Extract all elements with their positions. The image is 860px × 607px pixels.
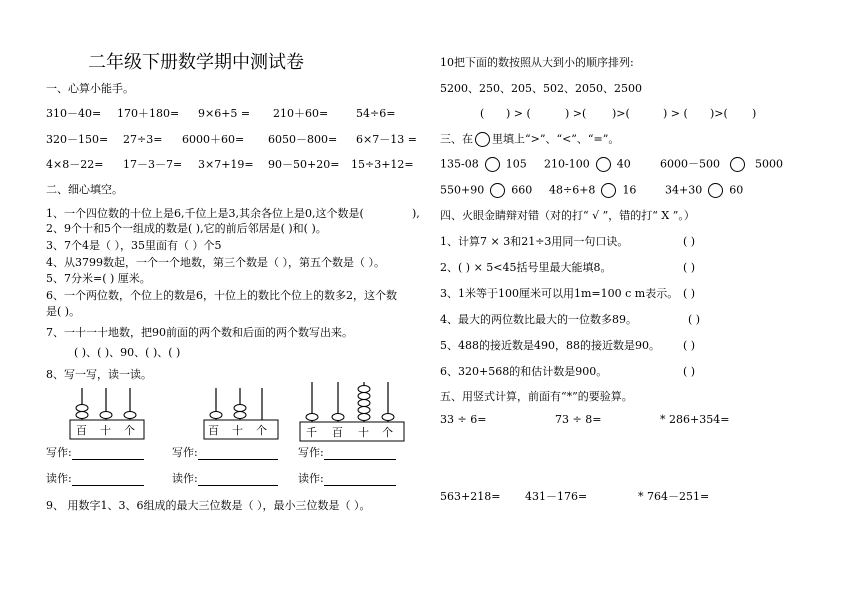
write-blank-3[interactable] xyxy=(324,447,396,460)
page-title: 二年级下册数学期中测试卷 xyxy=(88,52,304,73)
arith-item: 6×7－13 = xyxy=(356,133,417,146)
question-8: 8、写一写，读一读。 xyxy=(46,368,152,381)
question-3: 3、7个4是（ ），35里面有（ ）个5 xyxy=(46,239,222,252)
section-3-heading: 三、在 里填上“>”、“<”、“=”。 xyxy=(440,132,620,146)
order-blank: )>( xyxy=(612,107,630,120)
question-10: 10把下面的数按照从大到小的顺序排列: xyxy=(440,56,634,69)
order-blank: ) > ( xyxy=(663,107,688,120)
question-6: 6、一个两位数，个位上的数是6，十位上的数比个位上的数多2，这个数 xyxy=(46,289,397,302)
question-5: 5、7分米=( ) 厘米。 xyxy=(46,272,151,285)
svg-text:十: 十 xyxy=(232,424,243,437)
judge-item: 3、1米等于100厘米可以用1m=100 c m表示。 xyxy=(440,287,679,300)
read-blank-1[interactable] xyxy=(72,473,144,486)
judge-item: 5、488的接近数是490，88的接近数是90。 xyxy=(440,339,660,352)
arith-item: 210＋60= xyxy=(273,107,329,120)
order-blank: )>( xyxy=(710,107,728,120)
compare-circle[interactable] xyxy=(490,183,505,198)
judge-item: 4、最大的两位数比最大的一位数多89。 xyxy=(440,313,637,326)
arith-item: 310－40= xyxy=(46,107,102,120)
read-blank-2[interactable] xyxy=(198,473,278,486)
abacus-2 xyxy=(200,382,280,442)
question-7: 7、一十一十地数，把90前面的两个数和后面的两个数写出来。 xyxy=(46,326,353,339)
svg-text:个: 个 xyxy=(124,424,135,437)
judge-item: 2、( ) × 5<45括号里最大能填8。 xyxy=(440,261,612,274)
svg-text:个: 个 xyxy=(256,424,267,437)
section-1-heading: 一、心算小能手。 xyxy=(46,82,134,95)
question-7-blanks: ( )、( )、90、( )、( ) xyxy=(74,346,181,359)
read-label: 读作: xyxy=(298,472,396,486)
question-1-blank-end: ), xyxy=(412,207,420,220)
compare-circle[interactable] xyxy=(485,157,500,172)
arith-item: 9×6+5 = xyxy=(198,107,251,120)
arith-item: 320－150= xyxy=(46,133,109,146)
calc-item: 33 ÷ 6= xyxy=(440,413,487,426)
question-6-cont: 是( )。 xyxy=(46,305,81,318)
compare-item: 48÷6+8 16 xyxy=(549,183,637,197)
judge-mark[interactable]: ( ) xyxy=(688,313,701,326)
question-9: 9、 用数字1、3、6组成的最大三位数是（ ），最小三位数是（ ）。 xyxy=(46,499,371,512)
svg-text:十: 十 xyxy=(358,426,369,439)
arith-item: 170＋180= xyxy=(117,107,180,120)
read-label: 读作: xyxy=(172,472,278,486)
svg-text:百: 百 xyxy=(208,424,219,437)
compare-item: 550+90 660 xyxy=(440,183,533,197)
write-label: 写作: xyxy=(172,446,278,460)
section-2-heading: 二、细心填空。 xyxy=(46,183,123,196)
calc-item: * 286+354= xyxy=(660,413,730,426)
question-1: 1、一个四位数的十位上是6,千位上是3,其余各位上是0,这个数是( xyxy=(46,207,364,220)
arith-item: 15÷3+12= xyxy=(351,158,414,171)
section-4-heading: 四、火眼金睛辩对错（对的打“ √ ”，错的打“ X ”。） xyxy=(440,209,695,222)
svg-text:百: 百 xyxy=(332,426,343,439)
circle-blank-icon xyxy=(475,132,490,147)
question-4: 4、从3799数起，一个一个地数，第三个数是（ ），第五个数是（ ）。 xyxy=(46,256,385,269)
compare-item: 135-08 105 xyxy=(440,157,527,171)
arith-item: 4×8－22= xyxy=(46,158,104,171)
judge-item: 6、320+568的和估计数是900。 xyxy=(440,365,608,378)
svg-text:个: 个 xyxy=(382,426,393,439)
order-blank: ) >( xyxy=(565,107,587,120)
compare-circle[interactable] xyxy=(596,157,611,172)
judge-mark[interactable]: ( ) xyxy=(683,235,696,248)
calc-item: 563+218= xyxy=(440,490,501,503)
svg-text:千: 千 xyxy=(306,426,317,439)
compare-circle[interactable] xyxy=(730,157,745,172)
judge-mark[interactable]: ( ) xyxy=(683,365,696,378)
write-label: 写作: xyxy=(46,446,144,460)
compare-item: 210-100 40 xyxy=(544,157,631,171)
read-blank-3[interactable] xyxy=(324,473,396,486)
calc-item: 431－176= xyxy=(525,490,588,503)
calc-item: * 764－251= xyxy=(638,490,710,503)
write-blank-2[interactable] xyxy=(198,447,278,460)
judge-mark[interactable]: ( ) xyxy=(683,339,696,352)
compare-circle[interactable] xyxy=(601,183,616,198)
arith-item: 3×7+19= xyxy=(198,158,254,171)
judge-item: 1、计算7 × 3和21÷3用同一句口诀。 xyxy=(440,235,629,248)
svg-text:百: 百 xyxy=(76,424,87,437)
arith-item: 90－50+20= xyxy=(268,158,340,171)
number-list: 5200、250、205、502、2050、2500 xyxy=(440,82,642,95)
read-label: 读作: xyxy=(46,472,144,486)
judge-mark[interactable]: ( ) xyxy=(683,287,696,300)
judge-mark[interactable]: ( ) xyxy=(683,261,696,274)
order-blank: ( xyxy=(480,107,485,120)
order-blank: ) xyxy=(752,107,757,120)
compare-circle[interactable] xyxy=(708,183,723,198)
order-blank: ) > ( xyxy=(506,107,531,120)
compare-item: 6000－500 5000 xyxy=(660,157,783,171)
arith-item: 27÷3= xyxy=(123,133,163,146)
arith-item: 6050－800= xyxy=(268,133,338,146)
question-2: 2、9个十和5个一组成的数是( ),它的前后邻居是( )和( )。 xyxy=(46,222,327,235)
write-blank-1[interactable] xyxy=(72,447,144,460)
abacus-3 xyxy=(298,378,408,442)
arith-item: 6000＋60= xyxy=(182,133,245,146)
arith-item: 17－3－7= xyxy=(123,158,183,171)
calc-item: 73 ÷ 8= xyxy=(555,413,602,426)
abacus-1 xyxy=(66,382,146,442)
arith-item: 54÷6= xyxy=(356,107,396,120)
svg-text:十: 十 xyxy=(100,424,111,437)
write-label: 写作: xyxy=(298,446,396,460)
compare-item: 34+30 60 xyxy=(665,183,744,197)
section-5-heading: 五、用竖式计算，前面有“*”的要验算。 xyxy=(440,390,633,403)
